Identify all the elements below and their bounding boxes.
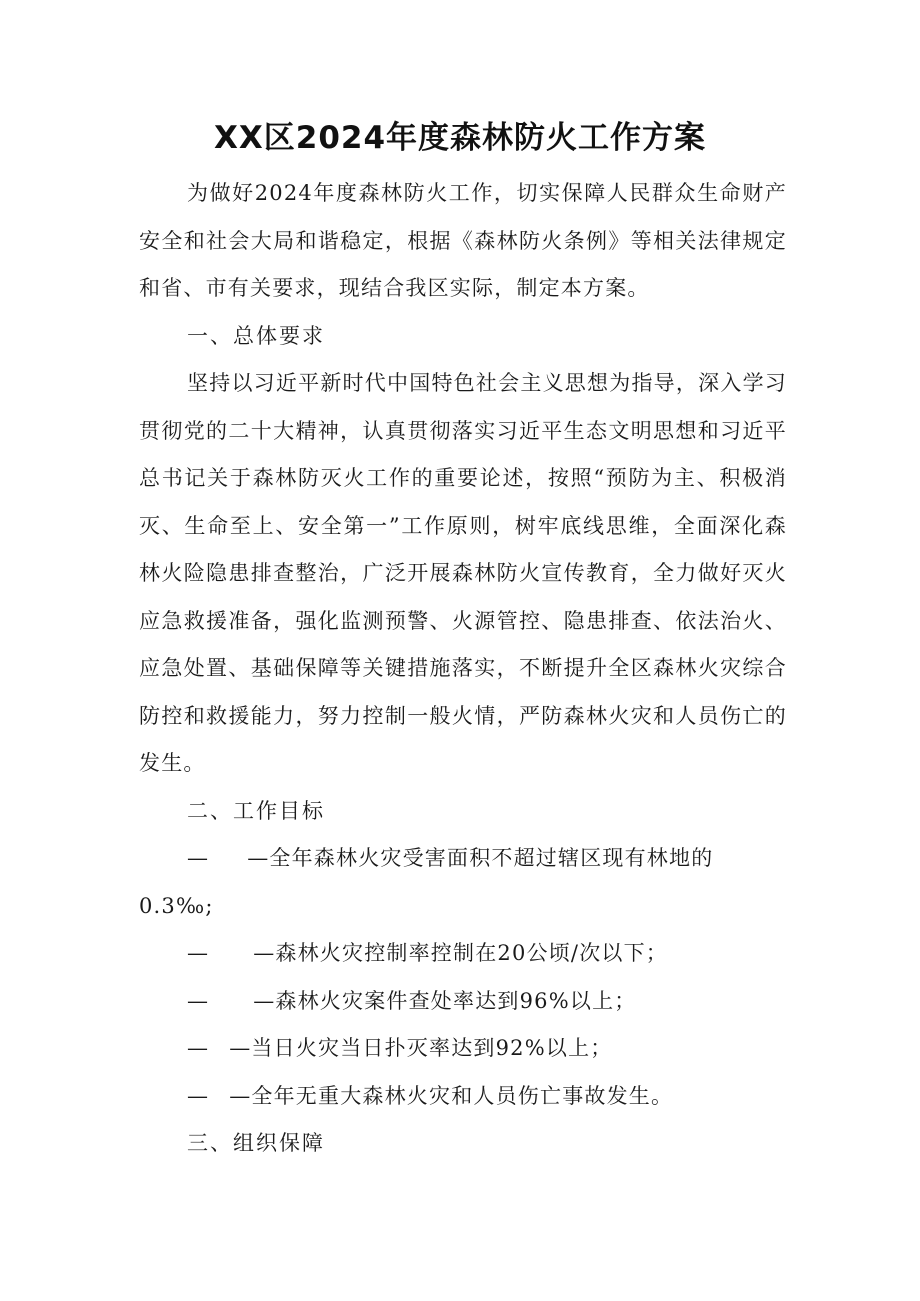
target-item [139, 835, 787, 930]
section3-heading: 三、组织保障 [187, 1131, 325, 1155]
target-item [139, 930, 787, 978]
target-dash: — [187, 988, 210, 1013]
target-dash: — [187, 1083, 210, 1108]
intro-paragraph: 为做好2024年度森林防火工作，切实保障人民群众生命财产安全和社会大局和谐稳定，根据《森林防火条例》等相关法律规定和省、市有关要求，现结合我区实际，制定本方案。 [139, 181, 787, 300]
target-dash: — [187, 846, 210, 870]
target-text: —全年森林火灾受害面积不超过辖区现有林地的0.3‰; [139, 846, 714, 918]
section1-paragraph: 坚持以习近平新时代中国特色社会主义思想为指导，深入学习贯彻党的二十大精神，认真贯彻落实习近平生态文明思想和习近平总书记关于森林防灭火工作的重要论述，按照“预防为主、积极消灭、生命至上、安全第一”工作原则，树牢底线思维，全面深化森林火险隐患排查整治，广泛开展森林防火宣传教育，全力做好灭火应急救援准备，强化监测预警、火源管控、隐患排查、依法治火、应急处置、基础保障等关键措施落实，不断提升全区森林火灾综合防控和救援能力，努力控制一般火情，严防森林火灾和人员伤亡的发生。 [139, 371, 787, 775]
target-text: —森林火灾控制率控制在20公顷/次以下； [253, 941, 668, 965]
target-dash: — [187, 1036, 210, 1060]
target-text: —森林火灾案件查处率达到96%以上； [253, 988, 637, 1013]
document-title: XX区2024年度森林防火工作方案 [213, 120, 707, 156]
document-body [139, 170, 787, 1168]
target-text: —当日火灾当日扑灭率达到92%以上； [229, 1036, 613, 1060]
target-item [139, 1025, 787, 1073]
section1-heading: 一、总体要求 [187, 323, 325, 348]
target-text: —全年无重大森林火灾和人员伤亡事故发生。 [229, 1083, 674, 1108]
target-dash: — [187, 941, 210, 965]
section2-heading: 二、工作目标 [187, 798, 325, 823]
target-item [139, 978, 787, 1026]
target-item [139, 1073, 787, 1121]
